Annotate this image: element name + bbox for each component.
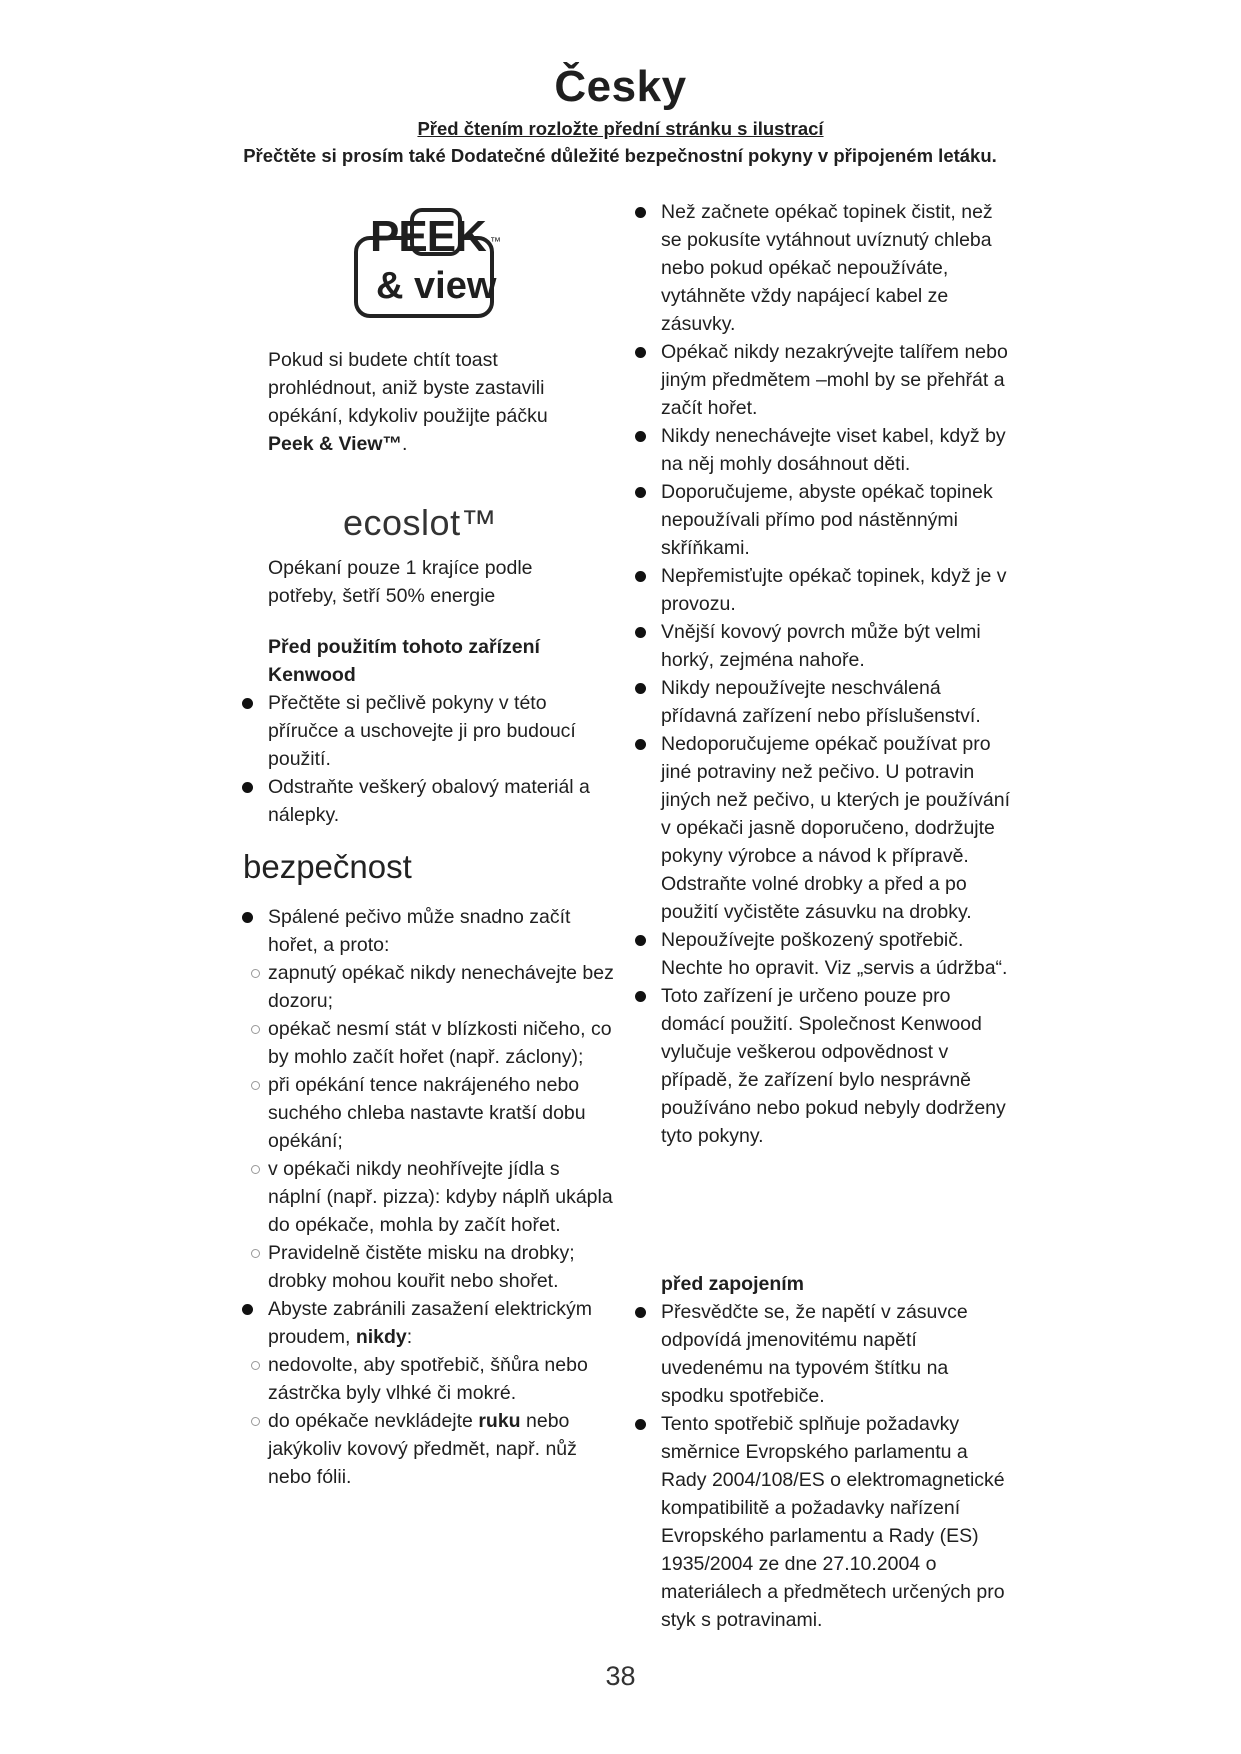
- sub-bullet-icon: [251, 969, 260, 978]
- intro-end: .: [402, 433, 408, 455]
- before-plug-heading: před zapojením: [661, 1273, 805, 1295]
- subtitle: Před čtením rozložte přední stránku s ilustrací: [417, 118, 824, 139]
- list-item-text: :: [406, 1326, 413, 1348]
- list-item: [661, 730, 1011, 926]
- list-item: [268, 773, 608, 829]
- safety-heading: bezpečnost: [243, 848, 412, 885]
- bullet-icon: [242, 782, 253, 793]
- list-item-text: zapnutý opékač nikdy nenechávejte bez dozoru;: [268, 962, 614, 1012]
- sub-bullet-icon: [251, 1025, 260, 1034]
- bullet-icon: [635, 991, 646, 1002]
- list-item-text: Opékač nikdy nezakrývejte talířem nebo jiným předmětem –mohl by se přehřát a začít hořet.: [661, 341, 1008, 419]
- list-item: [661, 926, 1011, 982]
- list-item-text: Než začnete opékač topinek čistit, než se pokusíte vytáhnout uvíznutý chleba nebo pokud opékač nepoužíváte, vytáhněte vždy napájecí kabel ze zásuvky.: [661, 201, 993, 335]
- list-item: [661, 1298, 1011, 1410]
- view-logo-text: & view: [376, 265, 497, 307]
- list-item-text: do opékače nevkládejte: [268, 1410, 479, 1432]
- ecoslot-text: Opékaní pouze 1 krajíce podle potřeby, šetří 50% energie: [268, 557, 533, 607]
- list-item-text: při opékání tence nakrájeného nebo suchého chleba nastavte kratší dobu opékání;: [268, 1074, 586, 1152]
- list-item-text: Nikdy nepoužívejte neschválená přídavná zařízení nebo příslušenství.: [661, 677, 981, 727]
- bullet-icon: [635, 571, 646, 582]
- bullet-icon: [635, 347, 646, 358]
- sub-bullet-icon: [251, 1249, 260, 1258]
- bullet-icon: [635, 431, 646, 442]
- list-item-text: Nepřemisťujte opékač topinek, když je v provozu.: [661, 565, 1007, 615]
- list-item-text: Doporučujeme, abyste opékač topinek nepoužívali přímo pod nástěnnými skříňkami.: [661, 481, 993, 559]
- sub-bullet-icon: [251, 1417, 260, 1426]
- sub-list-item: [268, 1071, 618, 1155]
- sub-list-item: [268, 1407, 618, 1491]
- list-item-text: Přesvědčte se, že napětí v zásuvce odpovídá jmenovitému napětí uvedenému na typovém štítku na spodku spotřebiče.: [661, 1301, 968, 1407]
- list-item: [661, 198, 1011, 338]
- sub-list-item: [268, 1239, 618, 1295]
- page-title: Česky: [554, 62, 687, 111]
- right-safety-list: [661, 198, 1011, 1150]
- sub-bullet-icon: [251, 1165, 260, 1174]
- page-number: 38: [605, 1661, 636, 1691]
- peek-logo-tm: ™: [490, 236, 501, 248]
- list-item-text: Spálené pečivo může snadno začít hořet, a proto:: [268, 906, 571, 956]
- list-item-bold: ruku: [478, 1410, 521, 1432]
- list-item: [661, 562, 1011, 618]
- safety-note: Přečtěte si prosím také Dodatečné důležité bezpečnostní pokyny v připojeném letáku.: [243, 145, 997, 166]
- list-item-text: Přečtěte si pečlivě pokyny v této příručce a uschovejte ji pro budoucí použití.: [268, 692, 576, 770]
- list-item: [661, 618, 1011, 674]
- sub-list-item: [268, 1351, 618, 1407]
- bullet-icon: [635, 487, 646, 498]
- before-use-heading: Před použitím tohoto zařízení Kenwood: [268, 636, 540, 686]
- list-item-text: opékač nesmí stát v blízkosti ničeho, co by mohlo začít hořet (např. záclony);: [268, 1018, 612, 1068]
- safety-list: [268, 903, 618, 1491]
- before-plug-list: [661, 1298, 1011, 1634]
- list-item: [661, 674, 1011, 730]
- list-item-text: nebo jakýkoliv kovový předmět, např. nůž nebo fólii.: [268, 1410, 577, 1488]
- list-item-text: Nepoužívejte poškozený spotřebič. Nechte ho opravit. Viz „servis a údržba“.: [661, 929, 1008, 979]
- list-item: [661, 338, 1011, 422]
- bullet-icon: [635, 627, 646, 638]
- intro-text: Pokud si budete chtít toast prohlédnout, aniž byste zastavili opékání, kdykoliv použijte páčku: [268, 349, 548, 427]
- before-use-list: [268, 689, 608, 829]
- bullet-icon: [635, 207, 646, 218]
- list-item: [268, 689, 608, 773]
- bullet-icon: [635, 935, 646, 946]
- list-item-text: nedovolte, aby spotřebič, šňůra nebo zástrčka byly vlhké či mokré.: [268, 1354, 588, 1404]
- list-item: [661, 478, 1011, 562]
- sub-list-item: [268, 1015, 618, 1071]
- list-item-text: Tento spotřebič splňuje požadavky směrnice Evropského parlamentu a Rady 2004/108/ES o elektromagnetické kompatibilitě a požadavky nařízení Evropského parlamentu a Rady (ES) 1935/2004 ze dne 27.10.2004 o materiálech a předmětech určených pro styk s potravinami.: [661, 1413, 1005, 1631]
- list-item-bold: nikdy: [355, 1326, 407, 1348]
- bullet-icon: [242, 698, 253, 709]
- peek-logo-text: PEEK: [370, 212, 486, 261]
- bullet-icon: [242, 912, 253, 923]
- bullet-icon: [242, 1304, 253, 1315]
- sub-list-item: [268, 959, 618, 1015]
- list-item: [268, 903, 618, 959]
- list-item-text: Abyste zabránili zasažení elektrickým proudem,: [268, 1298, 593, 1348]
- list-item: [661, 1410, 1011, 1634]
- list-item-text: Vnější kovový povrch může být velmi horký, zejména nahoře.: [661, 621, 981, 671]
- sub-bullet-icon: [251, 1081, 260, 1090]
- list-item: [661, 422, 1011, 478]
- list-item-text: Pravidelně čistěte misku na drobky; drobky mohou kouřit nebo shořet.: [268, 1242, 575, 1292]
- list-item: [268, 1295, 618, 1351]
- list-item: [661, 982, 1011, 1150]
- list-item-text: v opékači nikdy neohřívejte jídla s náplní (např. pizza): kdyby náplň ukápla do opékače, mohla by začít hořet.: [268, 1158, 613, 1236]
- ecoslot-logo: ecoslot™: [343, 502, 498, 543]
- bullet-icon: [635, 739, 646, 750]
- bullet-icon: [635, 1307, 646, 1318]
- intro-product: Peek & View™: [268, 433, 403, 455]
- list-item-text: Nedoporučujeme opékač používat pro jiné potraviny než pečivo. U potravin jiných než pečivo, u kterých je používání v opékači jasně doporučeno, dodržujte pokyny výrobce a návod k přípravě. Odstraňte volné drobky a před a po použití vyčistěte zásuvku na drobky.: [661, 733, 1011, 923]
- bullet-icon: [635, 683, 646, 694]
- bullet-icon: [635, 1419, 646, 1430]
- sub-list-item: [268, 1155, 618, 1239]
- list-item-text: Nikdy nenechávejte viset kabel, když by na něj mohly dosáhnout děti.: [661, 425, 1006, 475]
- sub-bullet-icon: [251, 1361, 260, 1370]
- list-item-text: Odstraňte veškerý obalový materiál a nálepky.: [268, 776, 590, 826]
- list-item-text: Toto zařízení je určeno pouze pro domácí použití. Společnost Kenwood vylučuje veškerou odpovědnost v případě, že zařízení bylo nesprávně používáno nebo pokud nebyly dodrženy tyto pokyny.: [661, 985, 1006, 1147]
- peek-view-intro: [268, 346, 598, 458]
